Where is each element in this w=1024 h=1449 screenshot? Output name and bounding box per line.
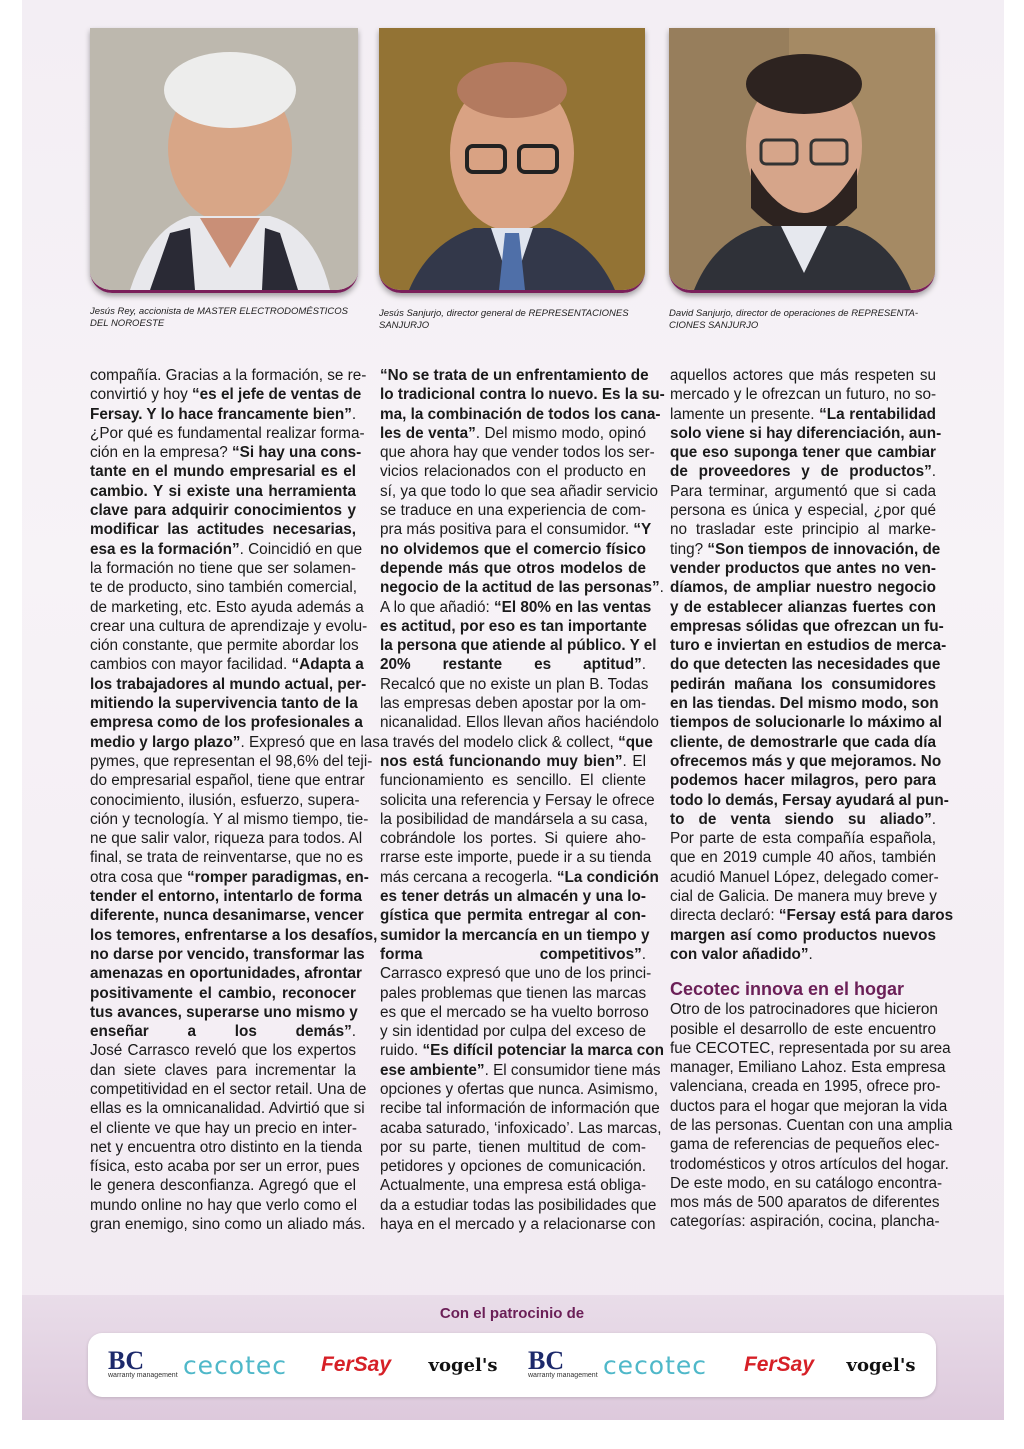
text-line: por su parte, tienen multitud de com- — [380, 1138, 646, 1156]
text-line: enseñar a los demás”. — [90, 1023, 356, 1041]
text-line: conocimiento, ilusión, esfuerzo, supera- — [90, 791, 360, 809]
text-line: y de establecer alianzas fuertes con — [670, 598, 936, 616]
text-line: Por parte de esta compañía española, — [670, 830, 936, 848]
text-line: negocio de la actitud de las personas”. — [380, 579, 664, 597]
text-line: no olvidemos que el comercio físico — [380, 540, 646, 558]
text-line: depende más que otros modelos de — [380, 559, 646, 577]
text-line: directa declaró: “Fersay está para daros — [670, 907, 954, 925]
text-line: más cercana a recogerla. “La condición — [380, 868, 659, 886]
text-line: pales problemas que tienen las marcas — [380, 984, 647, 1002]
text-line: ofrecemos más y que mejoramos. No — [670, 752, 942, 770]
text-line: De este modo, en su catálogo encontra- — [670, 1174, 943, 1192]
sponsor-title: Con el patrocinio de — [439, 1305, 585, 1322]
text-line: nicanalidad. Ellos llevan años haciéndolo — [380, 714, 659, 732]
text-line: la persona que atiende al público. Y el — [380, 637, 657, 655]
text-line: es que el mercado se ha vuelto borroso — [380, 1003, 649, 1021]
text-line: manager, Emiliano Lahoz. Esta empresa — [670, 1059, 946, 1077]
text-line: todo lo demás, Fersay ayudará al pun- — [670, 791, 949, 809]
text-line: gran enemigo, sino como un aliado más. — [90, 1216, 366, 1234]
text-line: de marketing, etc. Esto ayuda además a — [90, 598, 364, 616]
text-line: es tener detrás un almacén y una lo- — [380, 888, 646, 906]
text-line: haya en el mercado y a relacionarse con — [380, 1216, 656, 1234]
text-line: trodomésticos y otros artículos del hogar. — [670, 1155, 949, 1173]
text-line: forma competitivos”. — [380, 945, 646, 963]
article-column-2 — [380, 366, 665, 1234]
text-line: tender el entorno, intentarlo de forma — [90, 888, 362, 906]
text-line: y sin identidad por culpa del exceso de — [380, 1023, 646, 1041]
text-line: ruido. “Es difícil potenciar la marca con — [380, 1042, 664, 1060]
article-column-1 — [90, 366, 380, 1234]
text-line: valenciana, creada en 1995, ofrece pro- — [670, 1078, 941, 1096]
fersay-logo: FerSay — [320, 1353, 392, 1376]
text-line: funcionamiento es sencillo. El cliente — [380, 772, 646, 790]
bc-logo: BC warranty management — [108, 1346, 178, 1379]
text-line: cambio. Y si existe una herramienta — [90, 482, 356, 500]
text-line: cobrándole los portes. Si quiere aho- — [380, 830, 646, 848]
text-line: lo tradicional contra lo nuevo. Es la su- — [380, 386, 665, 404]
text-line: el cliente ve que hay un precio en inter- — [90, 1119, 358, 1137]
text-line: los temores, enfrentarse a los desafíos, — [90, 926, 378, 944]
text-line: Actualmente, una empresa está obliga- — [380, 1177, 647, 1195]
text-line: vender productos que antes no ven- — [670, 559, 936, 577]
text-line: podemos hacer milagros, pero para — [670, 772, 936, 790]
text-line: gama de referencias de pequeños elec- — [670, 1136, 940, 1154]
text-line: física, esto acaba por ser un error, pues — [90, 1158, 360, 1176]
text-line: vicios relacionados con el producto en — [380, 463, 646, 481]
text-line: gística que permita entregar al con- — [380, 907, 646, 925]
text-line: opciones y ofertas que nunca. Asimismo, — [380, 1080, 659, 1098]
text-line: rrarse este importe, puede ir a su tienda — [380, 849, 652, 867]
text-line: convirtió y hoy “es el jefe de ventas de — [90, 386, 362, 404]
text-line: se traduce en una experiencia de com- — [380, 502, 646, 520]
text-line: de proveedores y de productos”. — [670, 463, 936, 481]
photo-caption-3: David Sanjurjo, director de operaciones de REPRESENTA- CIONES SANJURJO — [669, 308, 919, 331]
text-line: persona es única y especial, ¿por qué — [670, 502, 936, 520]
text-line: sí, ya que todo lo que sea añadir servicio — [380, 482, 659, 500]
cecotec-logo: cecotec — [602, 1350, 708, 1380]
text-line: ¿Por qué es fundamental realizar forma- — [90, 424, 365, 442]
text-line: Para terminar, argumentó que si cada — [670, 482, 936, 500]
text-line: 20% restante es aptitud”. — [380, 656, 646, 674]
text-line: “No se trata de un enfrentamiento de — [380, 367, 649, 384]
photo-caption-1: Jesús Rey, accionista de MASTER ELECTRODOMÉSTICOS DEL NOROESTE — [90, 306, 348, 329]
text-line: ting? “Son tiempos de innovación, de — [670, 540, 941, 558]
text-line: petidores y opciones de comunicación. — [380, 1158, 646, 1176]
text-line: dan siete claves para incrementar la — [90, 1061, 356, 1079]
text-line: to de venta siendo su aliado”. — [670, 810, 936, 828]
section-subheading: Cecotec innova en el hogar — [670, 979, 905, 1000]
text-line: cial de Galicia. De manera muy breve y — [670, 888, 937, 906]
text-line: ductos para el hogar que mejoran la vida — [670, 1097, 948, 1115]
text-line: la posibilidad de mandársela a su casa, — [380, 810, 648, 828]
text-line: pymes, que representan el 98,6% del teji- — [90, 752, 373, 770]
text-line: con valor añadido”. — [670, 945, 813, 963]
text-line: ne que salir valor, riqueza para todos. Al — [90, 830, 363, 848]
text-line: ma, la combinación de todos los cana- — [380, 405, 661, 423]
text-line: nos está funcionando muy bien”. El — [380, 752, 647, 770]
text-line: mos más de 500 aparatos de diferentes — [670, 1194, 940, 1212]
text-line: díamos, de ampliar nuestro negocio — [670, 579, 936, 597]
text-line: ción en la empresa? “Si hay una cons- — [90, 444, 362, 462]
text-line: turo e inviertan en estudios de merca- — [670, 637, 947, 655]
text-line: acaba saturado, ‘infoxicado’. Las marcas, — [380, 1119, 662, 1137]
text-line: Carrasco expresó que uno de los princi- — [380, 965, 652, 983]
text-line: ese ambiente”. El consumidor tiene más — [380, 1061, 661, 1079]
text-line: solicita una referencia y Fersay le ofrece — [380, 791, 655, 809]
text-line: da a estudiar todas las posibilidades que — [380, 1196, 657, 1214]
text-line: en las tiendas. Del mismo modo, son — [670, 695, 939, 713]
text-line: cliente, de demostrarle que cada día — [670, 733, 936, 751]
text-line: crear una cultura de aprendizaje y evolu- — [90, 617, 368, 635]
text-line: pedirán mañana los consumidores — [670, 675, 936, 693]
text-line: otra cosa que “romper paradigmas, en- — [90, 868, 369, 886]
text-line: la formación no tiene que ser solamen- — [90, 559, 356, 577]
text-line: A lo que añadió: “El 80% en las ventas — [380, 598, 652, 616]
text-line: pra más positiva para el consumidor. “Y — [380, 521, 652, 539]
text-line: mercado y le ofrezcan un futuro, no so- — [670, 386, 937, 404]
text-line: ción constante, que permite abordar los — [90, 637, 359, 655]
text-line: competitividad en el sector retail. Una de — [90, 1080, 367, 1098]
text-line: aquellos actores que más respeten su — [670, 367, 936, 384]
text-line: mitiendo la supervivencia tanto de la — [90, 695, 358, 713]
text-line: amenazas en oportunidades, afrontar — [90, 965, 363, 983]
text-line: modificar las actitudes necesarias, — [90, 521, 356, 539]
text-line: do empresarial español, tiene que entrar — [90, 772, 365, 790]
text-line: cambios con mayor facilidad. “Adapta a — [90, 656, 364, 674]
text-line: le genera desconfianza. Agregó que el — [90, 1177, 356, 1195]
text-line: tante en el mundo empresarial es el — [90, 463, 356, 481]
text-line: posible el desarrollo de este encuentro — [670, 1020, 936, 1038]
text-line: Fersay. Y lo hace francamente bien”. — [90, 405, 357, 423]
text-line: las empresas deben apostar por la om- — [380, 695, 647, 713]
text-line: empresa como de los profesionales a — [90, 714, 363, 732]
text-line: final, se trata de reinventarse, que no es — [90, 849, 363, 867]
text-line: sumidor la mercancía en un tiempo y — [380, 926, 650, 944]
text-line: te de producto, sino también comercial, — [90, 579, 357, 597]
sponsor-logo-strip — [88, 1333, 936, 1397]
photo-caption-2: Jesús Sanjurjo, director general de REPRESENTACIONES SANJURJO — [379, 308, 629, 331]
text-line: do que detecten las necesidades que — [670, 656, 941, 674]
bc-logo: BC warranty management — [528, 1346, 598, 1379]
text-line: net y encuentra otro distinto en la tienda — [90, 1138, 363, 1156]
text-line: ellas es la omnicanalidad. Advirtió que si — [90, 1100, 365, 1118]
text-line: es actitud, por eso es tan importante — [380, 617, 647, 635]
text-line: que eso suponga tener que cambiar — [670, 444, 936, 462]
photo-david-sanjurjo — [669, 28, 935, 293]
text-line: les de venta”. Del mismo modo, opinó — [380, 424, 647, 442]
text-line: a través del modelo click & collect, “que — [380, 733, 653, 751]
text-line: positivamente el cambio, reconocer — [90, 984, 356, 1002]
text-line: de las personas. Cuentan con una amplia — [670, 1116, 953, 1134]
text-line: ción y tecnología. Y al mismo tiempo, tie- — [90, 810, 369, 828]
text-line: fue CECOTEC, representada por su area — [670, 1039, 951, 1057]
text-line: compañía. Gracias a la formación, se re- — [90, 367, 367, 384]
text-line: los trabajadores al mundo actual, per- — [90, 675, 367, 693]
photo-jesus-sanjurjo — [379, 28, 645, 293]
text-line: tiempos de solucionarle lo máximo al — [670, 714, 943, 732]
vogels-logo: vogel's — [428, 1354, 498, 1376]
text-line: medio y largo plazo”. Expresó que en las — [90, 733, 380, 751]
article-column-3 — [670, 366, 954, 1232]
text-line: clave para adquirir conocimientos y — [90, 502, 356, 520]
text-line: esa es la formación”. Coincidió en que — [90, 540, 363, 558]
text-line: que ahora hay que vender todos los ser- — [380, 444, 655, 462]
text-line: categorías: aspiración, cocina, plancha- — [670, 1213, 940, 1231]
cecotec-logo: cecotec — [182, 1350, 288, 1380]
text-line: lamente un presente. “La rentabilidad — [670, 405, 936, 423]
text-line: José Carrasco reveló que los expertos — [90, 1042, 356, 1060]
fersay-logo: FerSay — [743, 1353, 815, 1376]
text-line: Recalcó que no existe un plan B. Todas — [380, 675, 649, 693]
text-line: empresas sólidas que ofrezcan un fu- — [670, 617, 944, 635]
text-line: diferente, nunca desanimarse, vencer — [90, 907, 364, 925]
text-line: que en 2019 cumple 40 años, también — [670, 849, 936, 867]
text-line: solo viene si hay diferenciación, aun- — [670, 424, 942, 442]
text-line: acudió Manuel López, delegado comer- — [670, 868, 939, 886]
photo-jesus-rey — [90, 28, 358, 293]
text-line: no trasladar este principio al marke- — [670, 521, 936, 539]
text-line: tus avances, superarse uno mismo y — [90, 1003, 358, 1021]
text-line: Otro de los patrocinadores que hicieron — [670, 1001, 938, 1019]
text-line: mundo online no hay que verlo como el — [90, 1196, 358, 1214]
text-line: margen así como productos nuevos — [670, 926, 936, 944]
vogels-logo: vogel's — [846, 1354, 916, 1376]
text-line: recibe tal información de información que — [380, 1100, 660, 1118]
text-line: no darse por vencido, transformar las — [90, 945, 365, 963]
